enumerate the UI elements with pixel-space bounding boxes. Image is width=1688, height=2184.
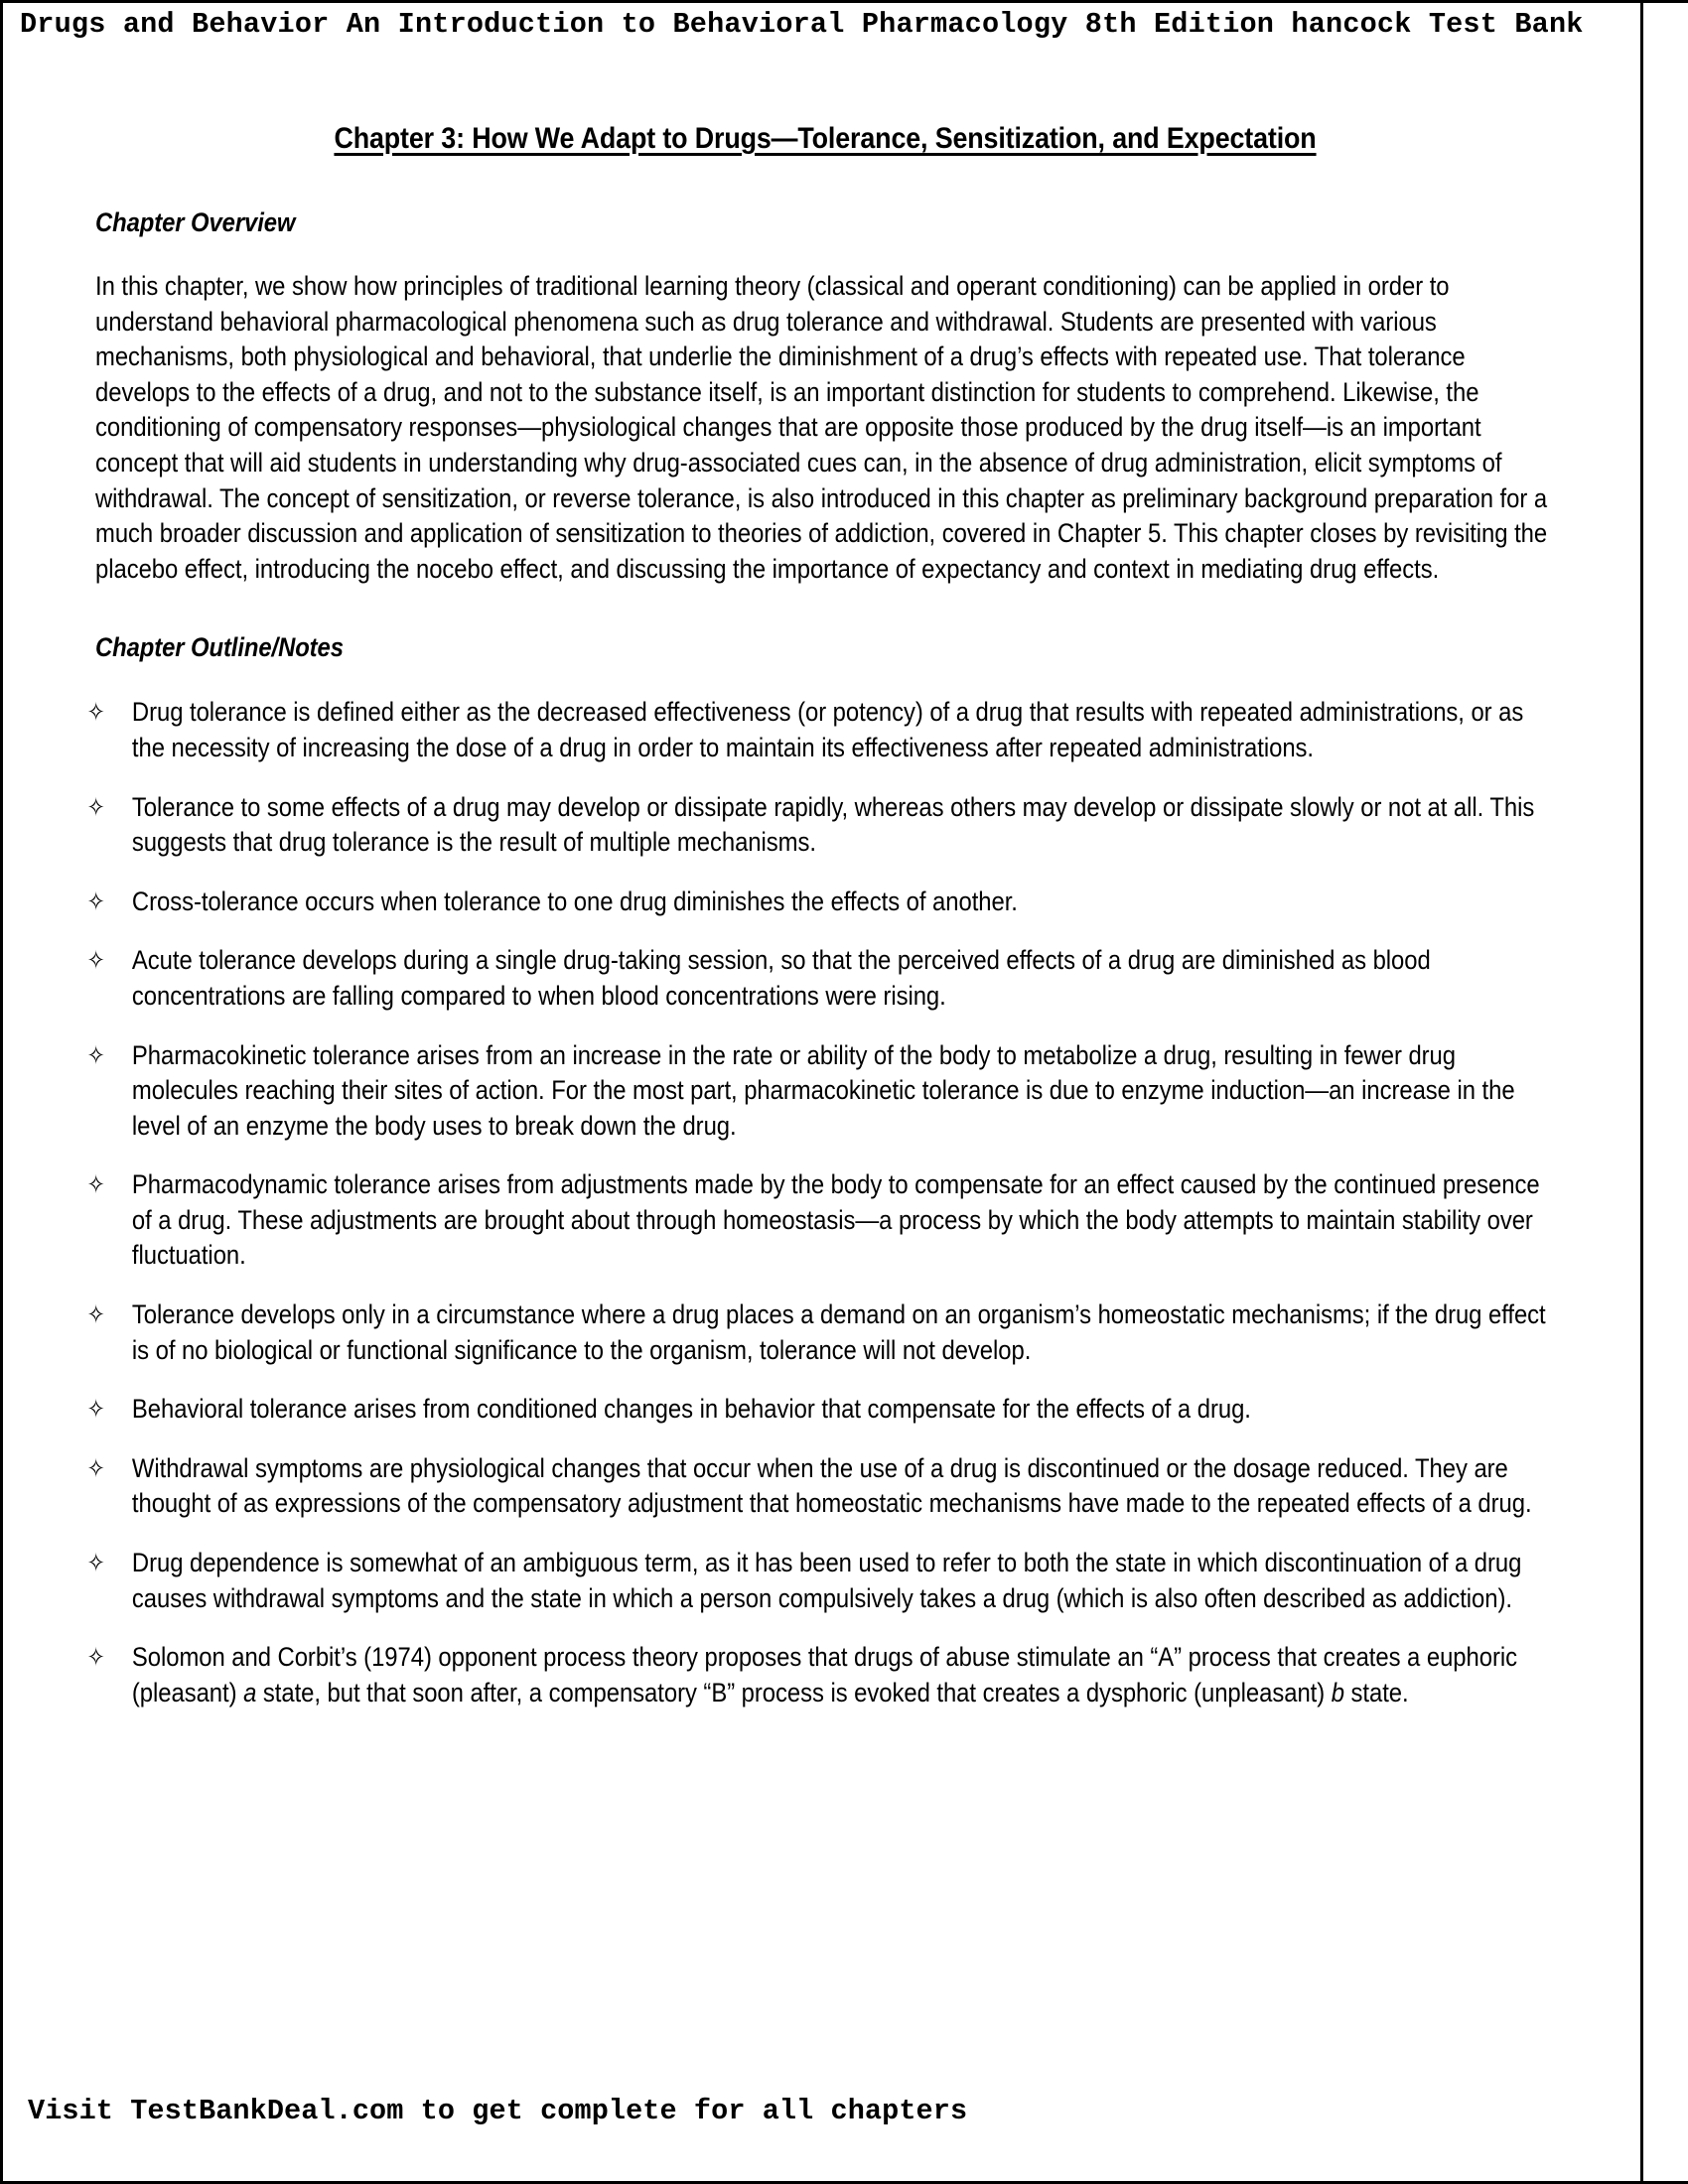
list-item-italic-b: b: [1331, 1677, 1344, 1707]
list-item-text: Acute tolerance develops during a single drug-taking session, so that the perceived effects of a drug are diminished as blood concentrations are falling compared to when blood concentrations were rising.: [131, 945, 1431, 1011]
four-pointed-star-bullet-icon: ✧: [86, 1643, 105, 1674]
list-item-text: Cross-tolerance occurs when tolerance to one drug diminishes the effects of another.: [131, 886, 1018, 916]
page-title: Chapter 3: How We Adapt to Drugs—Tolerance, Sensitization, and Expectation: [334, 122, 1317, 155]
list-item: [86, 943, 1555, 1014]
list-item: [86, 1546, 1555, 1616]
list-item-text: Tolerance to some effects of a drug may develop or dissipate rapidly, whereas others may develop or dissipate slowly or not at all. This suggests that drug tolerance is the result of multiple mechanisms.: [131, 791, 1535, 858]
list-item: [86, 1451, 1555, 1522]
four-pointed-star-bullet-icon: ✧: [86, 1453, 105, 1484]
page-border-right: [1640, 0, 1643, 2184]
four-pointed-star-bullet-icon: ✧: [86, 698, 105, 729]
list-item: [86, 1297, 1555, 1368]
list-item: [86, 1167, 1555, 1274]
list-item: [86, 1392, 1555, 1428]
list-item-text: Tolerance develops only in a circumstance where a drug places a demand on an organism’s homeostatic mechanisms; if the drug effect is of no biological or functional significance to the organism, tolerance will not develop.: [131, 1299, 1546, 1365]
list-item: [86, 695, 1555, 765]
four-pointed-star-bullet-icon: ✧: [86, 887, 105, 917]
four-pointed-star-bullet-icon: ✧: [86, 1549, 105, 1579]
list-item-text-part-1: Solomon and Corbit’s (1974) opponent process theory proposes that drugs of abuse stimulate an “A” process that creates a euphoric (pleasant): [131, 1642, 1517, 1707]
list-item-opponent-process: [86, 1640, 1555, 1710]
four-pointed-star-bullet-icon: ✧: [86, 946, 105, 977]
footer-promo-text: Visit TestBankDeal.com to get complete for all chapters: [28, 2095, 968, 2127]
list-item-text: Drug tolerance is defined either as the decreased effectiveness (or potency) of a drug that results with repeated administrations, or as the necessity of increasing the dose of a drug in order to maintain its effectiveness after repeated administrations.: [131, 697, 1524, 762]
chapter-overview-paragraph: In this chapter, we show how principles of traditional learning theory (classical and operant conditioning) can be applied in order to understand behavioral pharmacological phenomena such as drug tolerance and withdrawal. Students are presented with various mechanisms, both physiological and behavioral, that underlie the diminishment of a drug’s effects with repeated use. That tolerance develops to the effects of a drug, and not to the substance itself, is an important distinction for students to comprehend. Likewise, the conditioning of compensatory responses—physiological changes that are opposite those produced by the drug itself—is an important concept that will aid students in understanding why drug-associated cues can, in the absence of drug administration, elicit symptoms of withdrawal. The concept of sensitization, or reverse tolerance, is also introduced in this chapter as preliminary background preparation for a much broader discussion and application of sensitization to theories of addiction, covered in Chapter 5. This chapter closes by revisiting the placebo effect, introducing the nocebo effect, and discussing the importance of expectancy and context in mediating drug effects.: [95, 271, 1548, 584]
document-body: [86, 119, 1555, 1710]
section-heading-chapter-outline-notes: Chapter Outline/Notes: [95, 632, 344, 663]
four-pointed-star-bullet-icon: ✧: [86, 792, 105, 823]
four-pointed-star-bullet-icon: ✧: [86, 1395, 105, 1426]
list-item-text-part-3: state.: [1343, 1677, 1409, 1707]
four-pointed-star-bullet-icon: ✧: [86, 1040, 105, 1071]
four-pointed-star-bullet-icon: ✧: [86, 1300, 105, 1331]
list-item-text: Pharmacodynamic tolerance arises from adjustments made by the body to compensate for an effect caused by the continued presence of a drug. These adjustments are brought about through homeostasis—a process by which the body attempts to maintain stability over fluctuation.: [131, 1169, 1540, 1271]
page-border-left: [0, 0, 3, 2184]
list-item: [86, 885, 1555, 920]
list-item-text: Drug dependence is somewhat of an ambiguous term, as it has been used to refer to both the state in which discontinuation of a drug causes withdrawal symptoms and the state in which a person compulsively takes a drug (which is also often described as addiction).: [131, 1548, 1522, 1613]
list-item-text: Behavioral tolerance arises from conditioned changes in behavior that compensate for the effects of a drug.: [131, 1394, 1251, 1425]
section-heading-chapter-overview: Chapter Overview: [95, 207, 296, 237]
chapter-outline-list: [86, 695, 1555, 1710]
list-item: [86, 1038, 1555, 1145]
page-border-top: [0, 0, 1688, 3]
list-item: [86, 790, 1555, 861]
list-item-text: Withdrawal symptoms are physiological changes that occur when the use of a drug is discontinued or the dosage reduced. They are thought of as expressions of the compensatory adjustment that homeostatic mechanisms have made to the repeated effects of a drug.: [131, 1452, 1532, 1519]
list-item-text-part-2: state, but that soon after, a compensatory “B” process is evoked that creates a dysphoric (unpleasant): [256, 1677, 1332, 1707]
four-pointed-star-bullet-icon: ✧: [86, 1170, 105, 1201]
list-item-text: Pharmacokinetic tolerance arises from an increase in the rate or ability of the body to metabolize a drug, resulting in fewer drug molecules reaching their sites of action. For the most part, pharmacokinetic tolerance is due to enzyme induction—an increase in the level of an enzyme the body uses to break down the drug.: [131, 1039, 1515, 1141]
list-item-italic-a: a: [243, 1677, 257, 1707]
running-header: Drugs and Behavior An Introduction to Behavioral Pharmacology 8th Edition hancock Test Bank: [20, 8, 1584, 41]
